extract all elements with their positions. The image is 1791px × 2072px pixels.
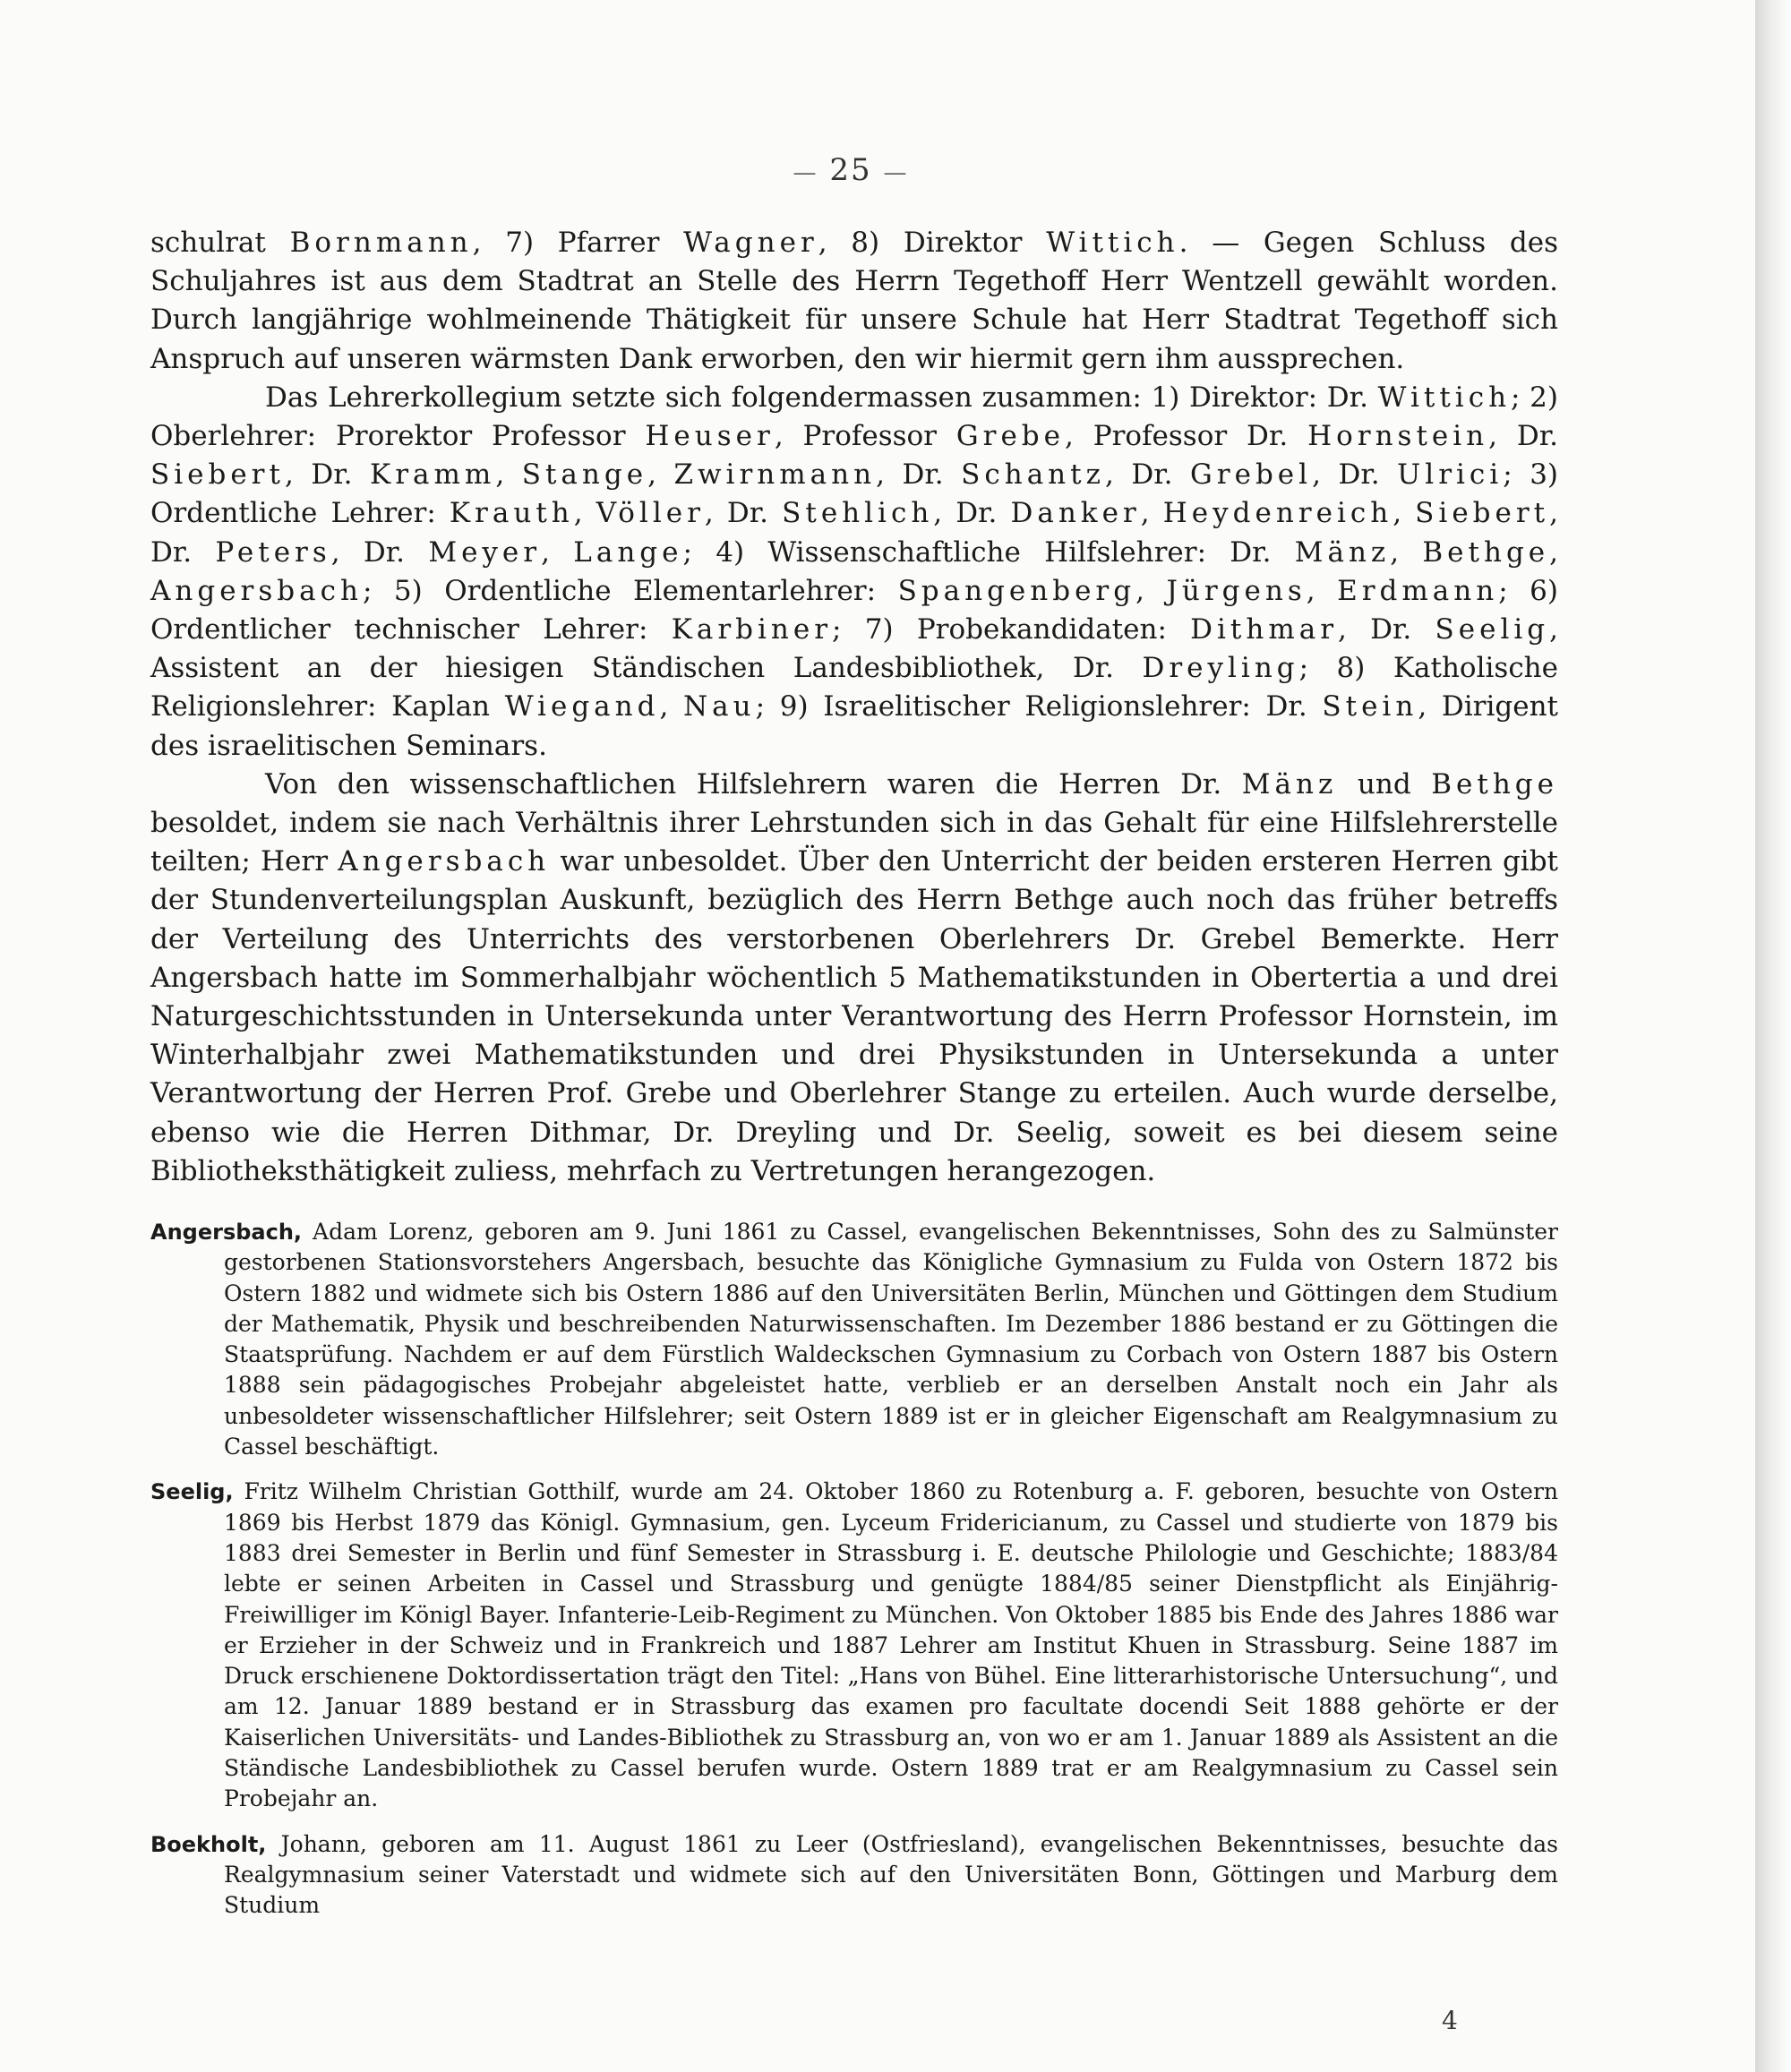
text-run: , Dr.	[150, 497, 1558, 569]
text-run: Das Lehrerkollegium setzte sich folgendermassen zusammen: 1) Direktor: Dr.	[265, 381, 1378, 414]
main-text	[150, 224, 1558, 1191]
spaced-name: Lange	[573, 535, 683, 569]
biography-text: Fritz Wilhelm Christian Gotthilf, wurde am 24. Oktober 1860 zu Rotenburg a. F. geboren, besuchte von Ostern 1869 bis Herbst 1879 das Königl. Gymnasium, gen. Lyceum Fridericianum, zu Cassel und studierte von 1879 bis 1883 drei Semester in Berlin und fünf Semester in Strassburg i. E. deutsche Philologie und Geschichte; 1883/84 lebte er seinen Arbeiten in Cassel und Strassburg und genügte 1884/85 seiner Dienstpflicht als Einjährig-Freiwilliger im Königl Bayer. Infanterie-Leib-Regiment zu München. Von Oktober 1885 bis Ende des Jahres 1886 war er Erzieher in der Schweiz und in Frankreich und 1887 Lehrer am Institut Khuen in Strassburg. Seine 1887 im Druck erschienene Doktordissertation trägt den Titel: „Hans von Bühel. Eine litterarhistorische Untersuchung“, und am 12. Januar 1889 bestand er in Strassburg das examen pro facultate docendi Seit 1888 gehörte er der Kaiserlichen Universitäts- und Landes-Bibliothek zu Strassburg an, von wo er am 1. Januar 1889 als Assistent an die Ständische Landesbibliothek zu Cassel berufen wurde. Ostern 1889 trat er am Realgymnasium zu Cassel sein Probejahr an.	[224, 1478, 1558, 1812]
text-run: , Professor Dr.	[1065, 420, 1308, 453]
biography-text: Adam Lorenz, geboren am 9. Juni 1861 zu Cassel, evangelischen Bekenntnisses, Sohn des zu Salmünster gestorbenen Stationsvorstehers Angersbach, besuchte das Königliche Gymnasium zu Fulda von Ostern 1872 bis Ostern 1882 und widmete sich bis Ostern 1886 auf den Universitäten Berlin, München und Göttingen dem Studium der Mathematik, Physik und beschreibenden Naturwissenschaften. Im Dezember 1886 bestand er zu Göttingen die Staatsprüfung. Nachdem er auf dem Fürstlich Waldeckschen Gymnasium zu Corbach von Ostern 1887 bis Ostern 1888 sein pädagogisches Probejahr abgeleistet hatte, verblieb er an derselben Anstalt noch ein Jahr als unbesoldeter wissenschaftlicher Hilfslehrer; seit Ostern 1889 ist er in gleicher Eigenschaft am Realgymnasium zu Cassel beschäftigt.	[224, 1219, 1558, 1460]
biography-angersbach	[150, 1217, 1558, 1462]
paragraph-school-board	[150, 224, 1558, 379]
text-run: ,	[1140, 497, 1163, 530]
spaced-name: Bornmann	[289, 227, 473, 259]
spaced-name: Dreyling	[1142, 652, 1299, 685]
spaced-name: Heuser	[645, 420, 775, 453]
text-run: ,	[1135, 574, 1167, 607]
text-run: ; 3) Ordentliche Lehrer:	[150, 458, 1559, 530]
page-edge	[1755, 0, 1791, 2072]
text-run: , Dr.	[704, 497, 783, 530]
spaced-name: Karbiner	[671, 613, 833, 646]
spaced-name: Nau	[683, 690, 756, 723]
text-run: ,	[1306, 574, 1338, 607]
text-run: schulrat	[150, 227, 290, 259]
spaced-name: Wittich	[1377, 381, 1512, 414]
text-run: , Dr.	[330, 535, 429, 569]
spaced-name: Bethge	[1431, 767, 1558, 801]
spaced-name: Grebe	[955, 420, 1065, 453]
text-run: , Assistent an der hiesigen Ständischen Landesbibliothek, Dr.	[150, 613, 1559, 685]
text-run: ,	[647, 458, 674, 492]
text-run: besoldet, indem sie nach Verhältnis ihrer Lehrstunden sich in das Gehalt für eine Hilfslehrerstelle teilten; Herr	[150, 807, 1558, 878]
text-run: ; 6) Ordentlicher technischer Lehrer:	[150, 574, 1558, 646]
spaced-name: Heydenreich	[1162, 497, 1393, 530]
spaced-name: Hornstein	[1307, 420, 1489, 453]
spaced-name: Grebel	[1190, 458, 1313, 492]
page-number	[761, 152, 940, 188]
dash-left: —	[793, 159, 818, 186]
spaced-name: Seelig	[1435, 613, 1550, 646]
text-run: ; 9) Israelitischer Religionslehrer: Dr.	[755, 690, 1323, 723]
text-run: , Dirigent des israelitischen Seminars.	[150, 690, 1558, 762]
paragraph-faculty-list	[150, 379, 1558, 766]
dash-right: —	[883, 159, 909, 186]
text-run: , Dr.	[1488, 420, 1558, 453]
spaced-name: Spangenberg	[897, 574, 1136, 607]
biography-seelig	[150, 1477, 1558, 1814]
spaced-name: Angersbach	[150, 574, 363, 607]
text-run: ,	[1393, 497, 1416, 530]
spaced-name: Völler	[596, 497, 705, 530]
spaced-name: Bethge	[1422, 535, 1550, 569]
spaced-name: Wiegand	[504, 690, 660, 723]
spaced-name: Wittich	[1046, 227, 1179, 259]
text-run: . — Gegen Schluss des Schuljahres ist aus dem Stadtrat an Stelle des Herrn Tegethoff Herr Wentzell gewählt worden. Durch langjährige wohlmeinende Thätigkeit für unsere Schule hat Herr Stadtrat Tegethoff sich Anspruch auf unseren wärmsten Dank erworben, den wir hiermit gern ihm aussprechen.	[150, 227, 1558, 375]
text-run: , 7) Pfarrer	[472, 227, 684, 259]
spaced-name: Zwirnmann	[673, 458, 877, 492]
spaced-name: Angersbach	[338, 845, 551, 878]
spaced-name: Mänz	[1294, 535, 1391, 569]
spaced-name: Kramm	[370, 458, 496, 492]
text-run: ; 8) Katholische Religionslehrer: Kaplan	[150, 652, 1558, 723]
spaced-name: Stein	[1322, 690, 1418, 723]
text-run: ; 4) Wissenschaftliche Hilfslehrer: Dr.	[682, 535, 1295, 569]
text-run: , Dr.	[1104, 458, 1191, 492]
text-run: , Dr.	[1312, 458, 1398, 492]
text-run: ,	[495, 458, 522, 492]
text-run: , Dr.	[933, 497, 1011, 530]
biographies	[150, 1217, 1558, 1936]
text-run: ,	[659, 690, 684, 723]
spaced-name: Meyer	[428, 535, 542, 569]
signature-mark: 4	[1442, 2006, 1458, 2035]
text-run: ; 2) Oberlehrer: Prorektor Professor	[150, 381, 1558, 453]
biography-name: Angersbach,	[150, 1220, 303, 1245]
biography-name: Seelig,	[150, 1479, 234, 1505]
page-number-value: 25	[829, 152, 872, 188]
text-run: , Professor	[774, 420, 956, 453]
biography-name: Boekholt,	[150, 1831, 267, 1857]
text-run: , Dr.	[284, 458, 371, 492]
biography-boekholt	[150, 1829, 1558, 1922]
text-run: ; 7) Probekandidaten:	[832, 613, 1191, 646]
text-run: Von den wissenschaftlichen Hilfslehrern waren die Herren Dr.	[265, 767, 1242, 801]
text-run: ; 5) Ordentliche Elementarlehrer:	[362, 574, 898, 607]
text-run: ,	[573, 497, 596, 530]
text-run: war unbesoldet. Über den Unterricht der beiden ersteren Herren gibt der Stundenverteilungsplan Auskunft, bezüglich des Herrn Bethge auch noch das früher betreffs der Verteilung des Unterrichts des verstorbenen Oberlehrers Dr. Grebel Bemerkte. Herr Angersbach hatte im Sommerhalbjahr wöchentlich 5 Mathematikstunden in Obertertia a und drei Naturgeschichtsstunden in Untersekunda unter Verantwortung des Herrn Professor Hornstein, im Winterhalbjahr zwei Mathematikstunden und drei Physikstunden in Untersekunda a unter Verantwortung der Herren Prof. Grebe und Oberlehrer Stange zu erteilen. Auch wurde derselbe, ebenso wie die Herren Dithmar, Dr. Dreyling und Dr. Seelig, soweit es bei diesem seine Bibliotheksthätigkeit zuliess, mehrfach zu Vertretungen herangezogen.	[150, 845, 1559, 1187]
spaced-name: Ulrici	[1397, 458, 1504, 492]
spaced-name: Peters	[215, 535, 331, 569]
spaced-name: Wagner	[683, 227, 818, 259]
spaced-name: Siebert	[1415, 497, 1550, 530]
spaced-name: Dithmar	[1190, 613, 1339, 646]
spaced-name: Jürgens	[1166, 574, 1307, 607]
text-run: ,	[1549, 535, 1559, 569]
spaced-name: Danker	[1010, 497, 1141, 530]
text-run: , Dr.	[1338, 613, 1435, 646]
spaced-name: Mänz	[1241, 767, 1338, 801]
spaced-name: Stange	[521, 458, 648, 492]
biography-text: Johann, geboren am 11. August 1861 zu Leer (Ostfriesland), evangelischen Bekenntnisses, besuchte das Realgymnasium seiner Vaterstadt und widmete sich auf den Universitäten Bonn, Göttingen und Marburg dem Studium	[224, 1830, 1558, 1919]
spaced-name: Siebert	[150, 458, 285, 492]
spaced-name: Krauth	[449, 497, 574, 530]
text-run: ,	[541, 535, 574, 569]
text-run: , 8) Direktor	[818, 227, 1047, 259]
text-run: , Dr.	[876, 458, 962, 492]
text-run: ,	[1390, 535, 1423, 569]
spaced-name: Erdmann	[1337, 574, 1499, 607]
spaced-name: Schantz	[961, 458, 1105, 492]
paragraph-assistant-teachers	[150, 766, 1558, 1191]
spaced-name: Stehlich	[782, 497, 934, 530]
text-run: und	[1337, 767, 1432, 801]
